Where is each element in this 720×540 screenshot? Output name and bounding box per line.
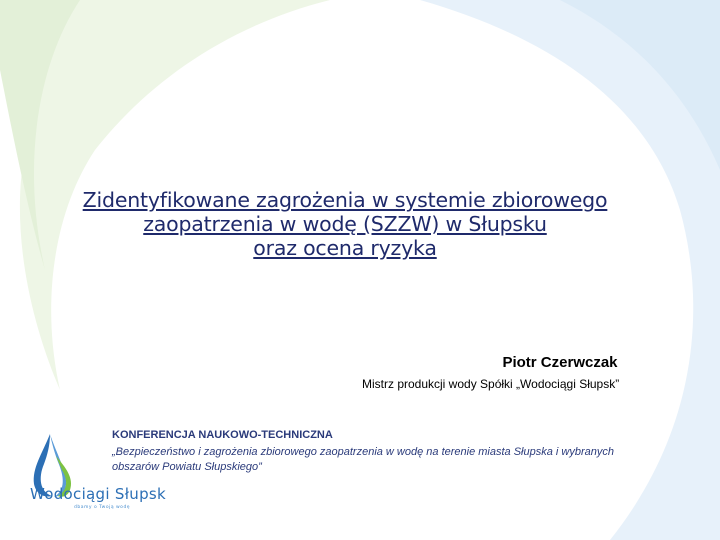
conference-title: „Bezpieczeństwo i zagrożenia zbiorowego zaopatrzenia w wodę na terenie miasta Słupska i wybranych obszarów Powiatu Słupskiego” — [112, 446, 614, 473]
logo-wordmark: Wodociągi Słupsk — [30, 485, 167, 503]
title-line-2: zaopatrzenia w wodę (SZZW) w Słupsku — [143, 212, 547, 236]
slide-title — [20, 188, 670, 260]
conference-name: KONFERENCJA NAUKOWO-TECHNICZNA — [112, 429, 333, 441]
author-role: Mistrz produkcji wody Spółki „Wodociągi Słupsk” — [362, 377, 620, 391]
author-name: Piotr Czerwczak — [502, 354, 618, 371]
title-line-1: Zidentyfikowane zagrożenia w systemie zbiorowego — [82, 188, 608, 212]
logo-tagline: dbamy o Twoją wodę — [74, 505, 131, 510]
title-line-3: oraz ocena ryzyka — [253, 236, 437, 260]
